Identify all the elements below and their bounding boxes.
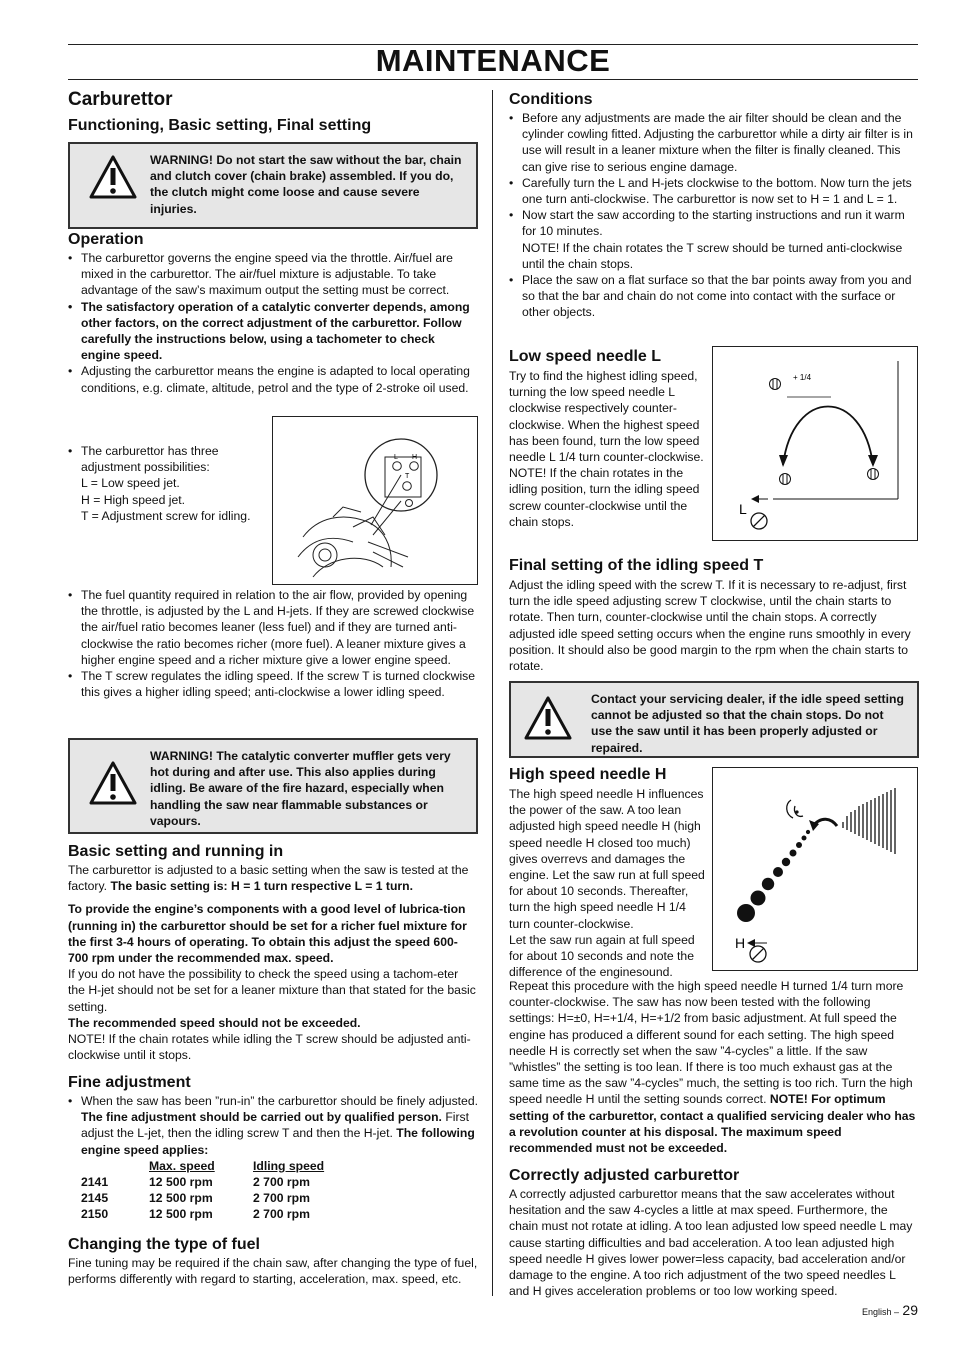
paragraph: NOTE! If the chain rotates in the idling position, turn the idling speed screw counter-clockwise until the chain stops.	[509, 466, 700, 529]
list-item: • The satisfactory operation of a catalytic converter depends, among other factors, on the correct adjustment of the carburettor. Follow carefully the instructions below, using a tachometer to check engine speed.	[68, 299, 470, 364]
list-item	[68, 1093, 478, 1158]
engine-speed-table	[81, 1158, 324, 1223]
table-cell: 2 700 rpm	[253, 1207, 310, 1222]
list-item: • Adjusting the carburettor means the engine is adapted to local operating conditions, e.g. climate, altitude, petrol and the type of 2-stroke oil used.	[68, 363, 470, 395]
page-footer	[820, 1302, 918, 1320]
list-line: adjustment possibilities:	[81, 460, 210, 475]
list-item: • The carburettor governs the engine speed via the throttle. Air/fuel are mixed in the carburettor. The air/fuel mixture is adjustable. To take advantage of the saw’s maximum output the setting must be correct.	[68, 250, 470, 299]
basic-setting-text	[68, 862, 478, 1063]
low-speed-heading: Low speed needle L	[509, 348, 662, 365]
high-speed-heading: High speed needle H	[509, 766, 667, 783]
footer-language: English –	[862, 1307, 900, 1317]
table-cell: 2141	[81, 1175, 109, 1190]
column-divider	[492, 90, 493, 1296]
text-run: The fine adjustment should be carried out by qualified person.	[81, 1110, 442, 1125]
table-header-row	[81, 1158, 324, 1174]
list-line: L = Low speed jet.	[81, 476, 180, 491]
subtitle: Functioning, Basic setting, Final setting	[68, 117, 372, 134]
high-speed-figure	[712, 767, 918, 971]
fig-label-t: T	[405, 473, 410, 480]
list-item: • Place the saw on a flat surface so that the bar points away from you and so that the bar and chain do not come into contact with the surface or other objects.	[509, 272, 917, 321]
list-item: • The fuel quantity required in relation to the air flow, provided by opening the throttle, is adjusted by the L and H-jets. If they are screwed clockwise the air/fuel ratio becomes leaner (less fuel) and if they are turned anti-clockwise the ratio becomes richer (more fuel). A leaner mixture gives a higher engine speed and a richer mixture give a lower engine speed.	[68, 587, 478, 668]
operation-list-top	[68, 250, 470, 396]
list-line: • The carburettor has three	[81, 444, 219, 458]
page-title: MAINTENANCE	[375, 43, 611, 78]
list-item	[68, 443, 268, 524]
fig-label-l: L	[394, 454, 398, 461]
list-item: • Before any adjustments are made the air filter should be clean and the cylinder cowling fitted. Adjusting the carburettor while a dirty air filter is in use will result in a leaner mixture when the filter is finally cleaned. This can give rise to serious engine damage.	[509, 110, 917, 175]
table-header-cell	[81, 1158, 149, 1174]
warning-text: WARNING! The catalytic converter muffler gets very hot during and after use. This also applies during idling. Be aware of the fire hazard, especially when handling the saw near flammable substances or vapours.	[150, 749, 451, 828]
warning-box-muffler	[68, 738, 478, 834]
fuel-text: Fine tuning may be required if the chain saw, after changing the type of fuel, performs differently with regard to starting, acceleration, max. speed, etc.	[68, 1256, 478, 1287]
final-setting-heading: Final setting of the idling speed T	[509, 557, 764, 574]
text-run: First adjust the L-jet, then the idling screw T and then the H-jet.	[81, 1110, 470, 1141]
table-cell: 2 700 rpm	[253, 1191, 310, 1206]
conditions-heading: Conditions	[509, 91, 593, 108]
table-row	[81, 1190, 324, 1206]
high-speed-text-wide	[509, 978, 917, 1156]
low-speed-figure	[712, 346, 918, 541]
table-cell: 2145	[81, 1191, 109, 1206]
fine-adjustment-text	[68, 1093, 478, 1223]
quarter-turn-label: + 1/4	[793, 373, 812, 382]
paragraph: The high speed needle H influences the power of the saw. A too lean adjusted high speed needle H (high speed needle H closed too much) gives overrevs and damages the engine. Let the saw run at full speed for about 10 seconds. Thereafter, turn the high speed needle H 1/4 turn counter-clockwise.	[509, 787, 705, 931]
paragraph	[68, 862, 478, 894]
list-line: • Now start the saw according to the starting instructions and run it warm for 10 minutes.	[522, 208, 905, 239]
warning-box-clutch	[68, 142, 478, 229]
table-cell: 12 500 rpm	[149, 1207, 213, 1222]
table-cell: 12 500 rpm	[149, 1175, 213, 1190]
low-speed-text	[509, 368, 707, 530]
table-row	[81, 1174, 324, 1190]
table-cell: 2150	[81, 1207, 109, 1222]
operation-list-jets	[68, 443, 268, 524]
paragraph: NOTE! If the chain rotates while idling the T screw should be adjusted anti-clockwise until it stops.	[68, 1032, 471, 1063]
table-cell: 12 500 rpm	[149, 1191, 213, 1206]
paragraph: The recommended speed should not be exceeded.	[68, 1015, 361, 1030]
warning-box-dealer	[509, 681, 919, 758]
high-speed-text-narrow	[509, 786, 709, 980]
warning-text: Contact your servicing dealer, if the idle speed setting cannot be adjusted so that the chain stops. Do not use the saw until it has been properly adjusted or repaired.	[591, 692, 904, 755]
carburettor-figure	[272, 416, 478, 585]
correct-carb-heading: Correctly adjusted carburettor	[509, 1167, 740, 1184]
list-line: H = High speed jet.	[81, 492, 185, 507]
text-run: The following engine speed applies:	[81, 1126, 475, 1157]
table-header-cell: Max. speed	[149, 1158, 215, 1173]
text-run: When the saw has been ”run-in” the carburettor should be finely adjusted.	[81, 1094, 478, 1108]
paragraph: Try to find the highest idling speed, turning the low speed needle L clockwise respectively counter-clockwise. When the highest speed has been found, turn the low speed needle L 1/4 turn counter-clockwise.	[509, 369, 704, 465]
basic-setting-heading: Basic setting and running in	[68, 843, 284, 860]
section-title: Carburettor	[68, 89, 173, 110]
paragraph	[509, 978, 917, 1156]
list-line: NOTE! If the chain rotates the T screw should be turned anti-clockwise until the chain stops.	[522, 240, 903, 271]
warning-triangle-icon	[88, 760, 138, 806]
warning-triangle-icon	[523, 695, 573, 741]
table-header-cell: Idling speed	[253, 1158, 325, 1173]
page-number: 29	[902, 1302, 918, 1318]
text-run: The basic setting is: H = 1 turn respective L = 1 turn.	[110, 879, 413, 894]
warning-triangle-icon	[88, 154, 138, 200]
low-speed-diagram	[713, 347, 917, 540]
table-row	[81, 1206, 324, 1222]
paragraph: Let the saw run again at full speed for about 10 seconds and note the difference of the enginesound.	[509, 932, 695, 980]
text-run: Repeat this procedure with the high speed needle H turned 1/4 turn more counter-clockwise. The saw has now been tested with the following settings: H=±0, H=+1/4, H=+1/2 from basic adjustment. At full speed the engine has produced a different sound for each setting. The high speed needle H is correctly set when the saw ”4-cycles” a little. If the saw ”whistles” the setting is too lean. If there is too much exhaust gas at the same time as the saw ”4-cycles” much, the setting is too rich. Turn the high speed needle H until the setting sounds correct.	[509, 979, 913, 1107]
fine-adjustment-heading: Fine adjustment	[68, 1074, 191, 1091]
paragraph: If you do not have the possibility to check the speed using a tachom-eter the H-jet should not be set for a leaner mixture than that stated for the basic setting.	[68, 967, 476, 1014]
final-setting-text: Adjust the idling speed with the screw T. If it is necessary to re-adjust, first turn the idle speed adjusting screw T clockwise, until the chain starts to rotate. Then turn, counter-clockwise until the chain stops. A correctly adjusted idle speed setting occurs when the engine runs smoothly in every position. It should also be good margin to the rpm when the chain starts to rotate.	[509, 578, 911, 674]
operation-list-bottom	[68, 587, 478, 700]
list-item: • The T screw regulates the idling speed. If the screw T is turned clockwise this gives a higher idling speed; anti-clockwise a lower idling speed.	[68, 668, 478, 700]
table-cell: 2 700 rpm	[253, 1175, 310, 1190]
fuel-heading: Changing the type of fuel	[68, 1236, 260, 1253]
text-run: The carburettor is adjusted to a basic setting when the saw is tested at the factory.	[68, 863, 469, 894]
list-item: • Carefully turn the L and H-jets clockwise to the bottom. Now turn the jets one turn anti-clockwise. The carburettor is now set to H = 1 and L = 1.	[509, 175, 917, 207]
conditions-list	[509, 110, 917, 321]
carburettor-illustration	[273, 417, 477, 584]
fig-label-h: H	[412, 454, 418, 461]
needle-label-l: L	[739, 501, 747, 517]
list-item	[509, 207, 917, 272]
operation-heading: Operation	[68, 231, 144, 248]
header-bottom-rule	[68, 79, 918, 80]
needle-label-h: H	[735, 935, 746, 951]
correct-carb-text: A correctly adjusted carburettor means that the saw accelerates without hesitation and the saw 4-cycles a little at max speed. Furthermore, the chain must not rotate at idling. A too lean adjusted low speed needle L may cause starting difficulties and bad acceleration. A too lean adjusted high speed needle H gives lower power=less capacity, bad acceleration and/or damage to the engine. A too rich adjustment of the two speed needles L and H gives acceleration problems or too low working speed.	[509, 1187, 913, 1299]
text-run: NOTE! For optimum setting of the carburettor, contact a qualified servicing dealer who has a revolution counter at his disposal. The maximum speed recommended must not be exceeded.	[509, 1092, 916, 1156]
high-speed-diagram	[713, 768, 917, 970]
warning-text: WARNING! Do not start the saw without the bar, chain and clutch cover (chain brake) assembled. If you do, the clutch might come loose and cause severe injuries.	[150, 153, 462, 216]
list-line: T = Adjustment screw for idling.	[81, 508, 251, 523]
paragraph: To provide the engine’s components with a good level of lubrica-tion (running in) the carburettor should be set for a richer fuel mixture for the first 3-4 hours of operating. To obtain this adjust the speed 600-700 rpm under the recommended max. speed.	[68, 902, 467, 966]
